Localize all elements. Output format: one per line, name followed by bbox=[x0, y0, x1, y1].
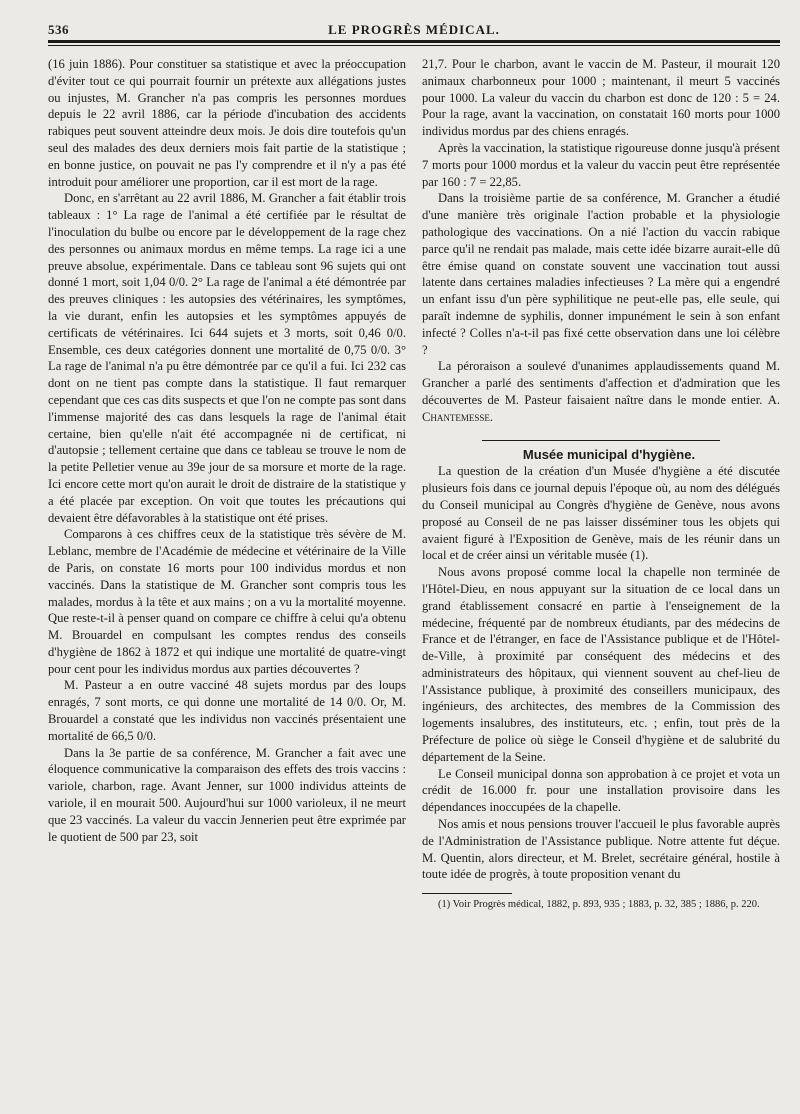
closing-paragraph bbox=[422, 358, 780, 425]
section-separator bbox=[482, 440, 720, 441]
paragraph: Après la vaccination, la statistique rigoureuse donne jusqu'à présent 7 morts pour 1000 mordus et la valeur du vaccin peut être représentée par 160 : 7 = 22,85. bbox=[422, 140, 780, 189]
paragraph: Dans la troisième partie de sa conférence, M. Grancher a étudié d'une manière très originale l'action probable et la physiologie pathologique des vaccinations. On a nié l'action du vaccin rabique parce qu'il ne rendait pas malade, mais cette idée bizarre aurait-elle dû être émise quand on constate souvent une vaccination tout aussi latente dans certaines maladies infectieuses ? La mère qui a engendré un enfant issu d'un père syphilitique ne peut-elle pas, elle seule, qui paraît indemne de syphilis, donner impunément le sein à son enfant infecté ? Colles n'a-t-il pas fixé cette observation dans une loi célèbre ? bbox=[422, 191, 780, 357]
section-title: Musée municipal d'hygiène. bbox=[522, 446, 696, 462]
right-column bbox=[422, 56, 780, 911]
paragraph: Donc, en s'arrêtant au 22 avril 1886, M. Grancher a fait établir trois tableaux : 1° La rage de l'animal a été certifiée par le résultat de l'inoculation du bulbe ou encore par le développement de la rage chez des personnes ou animaux mordus en même temps. La rage ici a une preuve absolue, expérimentale. Dans ce tableau sont 96 sujets qui ont donné 1 mort, soit 1,04 0/0. 2° La rage de l'animal a été démontrée par des preuves cliniques : les autopsies des vétérinaires, les symptômes, la vie durant, enfin les autopsies et les symptômes appuyés de certificats de vétérinaires. Ici 644 sujets et 3 morts, soit 0,46 0/0. Ensemble, ces deux catégories donnent une mortalité de 0,75 0/0. 3° La rage de l'animal n'a pu être démontrée par ce qu'il a fui. Ici 232 cas dont on ne tient pas compte dans la statistique. Il faut remarquer cependant que ces cas dits suspects et que l'on ne compte pas sont dans l'immense majorité des cas dans lesquels la rage de l'animal était certaine, bien qu'elle n'ait été accompagnée ni de certificat, ni d'autopsie ; tellement certaine que dans ce tableau se trouve le nom de la petite Pelletier venue au 39e jour de sa morsure et morte de la rage. Ici encore cette mort qu'on aurait le droit de distraire de la statistique y a été placée par exception. On voit que toutes les précautions qui devaient être défavorables à la statistique ont été prises. bbox=[48, 191, 406, 525]
closing-text: La péroraison a soulevé d'unanimes applaudissements quand M. Grancher a parlé des sentiments d'affection et d'admiration que les découvertes de M. Pasteur faisaient naître dans le monde entier. bbox=[422, 359, 780, 407]
paragraph: Comparons à ces chiffres ceux de la statistique très sévère de M. Leblanc, membre de l'Académie de médecine et vétérinaire de la Ville de Paris, on constate 16 morts pour 100 individus mordus et non vaccinés. Dans la statistique de M. Grancher sont compris tous les malades, mordus à la tête et aux mains ; on a vu la mortalité moyenne. Que reste-t-il à penser quand on compare ce chiffre à celui qu'a obtenu M. Brouardel en compulsant les comptes rendus des conseils d'hygiène de 1862 à 1872 et qui indique une mortalité de quatre-vingt pour cent pour les individus mordus aux parties découvertes ? bbox=[48, 527, 406, 676]
paragraph: M. Pasteur a en outre vacciné 48 sujets mordus par des loups enragés, 7 sont morts, ce qui donne une mortalité de 14 0/0. Or, M. Brouardel a constaté que les individus non vaccinés présentaient une mortalité de 66,5 0/0. bbox=[48, 678, 406, 743]
header-rule-thick bbox=[48, 40, 780, 43]
author-signature: A. Chantemesse. bbox=[422, 392, 780, 424]
left-column bbox=[48, 56, 406, 845]
paragraph: La question de la création d'un Musée d'hygiène a été discutée plusieurs fois dans ce journal depuis l'époque où, au nom des délégués du Conseil municipal au Congrès d'hygiène de Genève, nous avons proposé au Conseil de ne pas laisser disséminer tous les objets qui avaient figuré à l'Exposition de Genève, mais de les réunir dans un local et de créer ainsi un véritable musée (1). bbox=[422, 464, 780, 563]
paragraph: Nous avons proposé comme local la chapelle non terminée de l'Hôtel-Dieu, en nous appuyant sur la situation de ce local dans un grand établissement consacré en partie à l'enseignement de la médecine, fréquenté par de nombreux étudiants, par des médecins de France et de l'étranger, en face de l'Assistance publique et de l'Hôtel-de-Ville, à proximité par conséquent des médecins et des administrateurs des hôpitaux, qui viennent souvent au chef-lieu de l'Assistance publique, à proximité des conseillers municipaux, des ingénieurs, des architectes, des membres de la Commission des logements insalubres, des instituteurs, etc. ; enfin, tout près de la Préfecture de police où siège le Conseil d'hygiène et de salubrité du département de la Seine. bbox=[422, 565, 780, 764]
page-number: 536 bbox=[48, 22, 69, 37]
footnote-rule bbox=[422, 893, 512, 894]
paragraph: (16 juin 1886). Pour constituer sa statistique et avec la préoccupation d'éviter tout ce qui pourrait fournir un prétexte aux allégations justes ou injustes, M. Grancher n'a pas compris les personnes mordues depuis le 22 avril 1886, car la période d'incubation des accidents rabiques peut souvent atteindre deux mois. Je dois dire toutefois qu'un seul des malades des deux derniers mois fait partie de la statistique ; en bonne justice, on pouvait ne pas l'y comprendre et il n'y a pas été introduit pour améliorer une proportion, car il est mort de la rage. bbox=[48, 57, 406, 189]
paragraph: Le Conseil municipal donna son approbation à ce projet et vota un crédit de 16.000 fr. pour une installation provisoire dans les dépendances inoccupées de la chapelle. bbox=[422, 766, 780, 815]
journal-title: LE PROGRÈS MÉDICAL. bbox=[328, 22, 500, 37]
footnote: (1) Voir Progrès médical, 1882, p. 893, 935 ; 1883, p. 32, 385 ; 1886, p. 220. bbox=[438, 899, 760, 911]
paragraph: Dans la 3e partie de sa conférence, M. Grancher a fait avec une éloquence communicative la comparaison des effets des trois vaccins : variole, charbon, rage. Avant Jenner, sur 1000 individus atteints de variole, il en mourait 500. Aujourd'hui sur 1000 varioleux, il ne meurt que 23 vaccinés. La valeur du vaccin Jennerien peut être exprimée par le quotient de 500 par 23, soit bbox=[48, 745, 406, 844]
header-rule-thin bbox=[48, 45, 780, 46]
page-header bbox=[48, 22, 780, 42]
paragraph: 21,7. Pour le charbon, avant le vaccin de M. Pasteur, il mourait 120 animaux charbonneux pour 1000 ; maintenant, il meurt 5 vaccinés pour 1000. La valeur du vaccin du charbon est donc de 120 : 5 = 24. Pour la rage, avant la vaccination, on constatait 160 morts pour 1000 individus mordus par des chiens enragés. bbox=[422, 57, 780, 139]
paragraph: Nos amis et nous pensions trouver l'accueil le plus favorable auprès de l'Administration de l'Assistance publique. Notre attente fut déçue. M. Quentin, alors directeur, et M. Brelet, secrétaire général, hostile à toute idée de progrès, à toute proposition venant du bbox=[422, 817, 780, 882]
